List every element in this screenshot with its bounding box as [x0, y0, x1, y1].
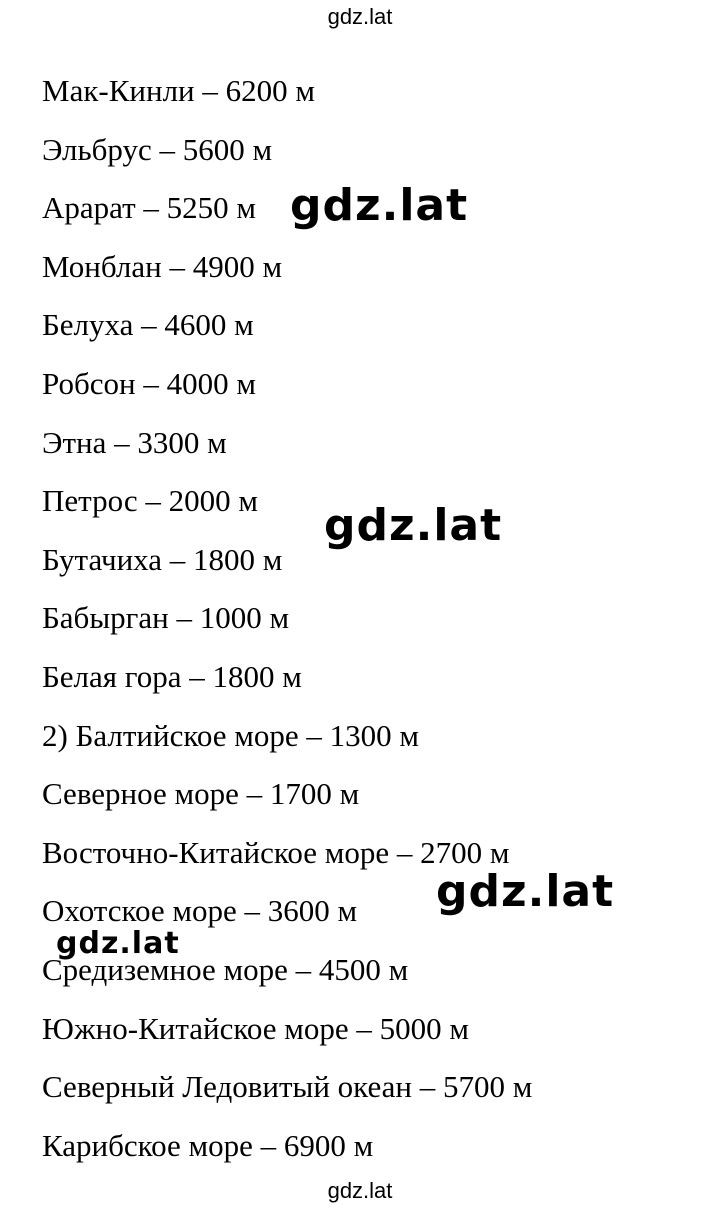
answer-line: Северный Ледовитый океан – 5700 м [42, 1069, 533, 1105]
answer-line: Восточно-Китайское море – 2700 м [42, 834, 510, 870]
answer-line: Эльбрус – 5600 м [42, 131, 273, 167]
overlay-watermark: gdz.lat [324, 500, 503, 551]
answer-line: Белуха – 4600 м [42, 307, 254, 343]
answer-line: 2) Балтийское море – 1300 м [42, 717, 419, 753]
answer-line: Охотское море – 3600 м [42, 893, 358, 929]
footer-watermark: gdz.lat [327, 1178, 393, 1203]
overlay-watermark: gdz.lat [436, 866, 615, 917]
answer-line: Робсон – 4000 м [42, 365, 256, 401]
answer-line: Средиземное море – 4500 м [42, 951, 409, 987]
answer-line: Северное море – 1700 м [42, 776, 360, 812]
answer-line: Белая гора – 1800 м [42, 658, 302, 694]
answer-line: Бабырган – 1000 м [42, 600, 290, 636]
answer-line: Карибское море – 6900 м [42, 1127, 374, 1163]
answer-line: Монблан – 4900 м [42, 248, 283, 284]
answer-line: Арарат – 5250 м [42, 190, 257, 226]
answer-line: Бутачиха – 1800 м [42, 541, 283, 577]
answer-line: Этна – 3300 м [42, 424, 227, 460]
answer-line: Петрос – 2000 м [42, 483, 258, 519]
answer-line: Южно-Китайское море – 5000 м [42, 1010, 469, 1046]
overlay-watermark: gdz.lat [290, 180, 469, 231]
overlay-watermark: gdz.lat [56, 926, 180, 961]
answer-line: Мак-Кинли – 6200 м [42, 73, 315, 108]
header-watermark: gdz.lat [327, 4, 393, 29]
